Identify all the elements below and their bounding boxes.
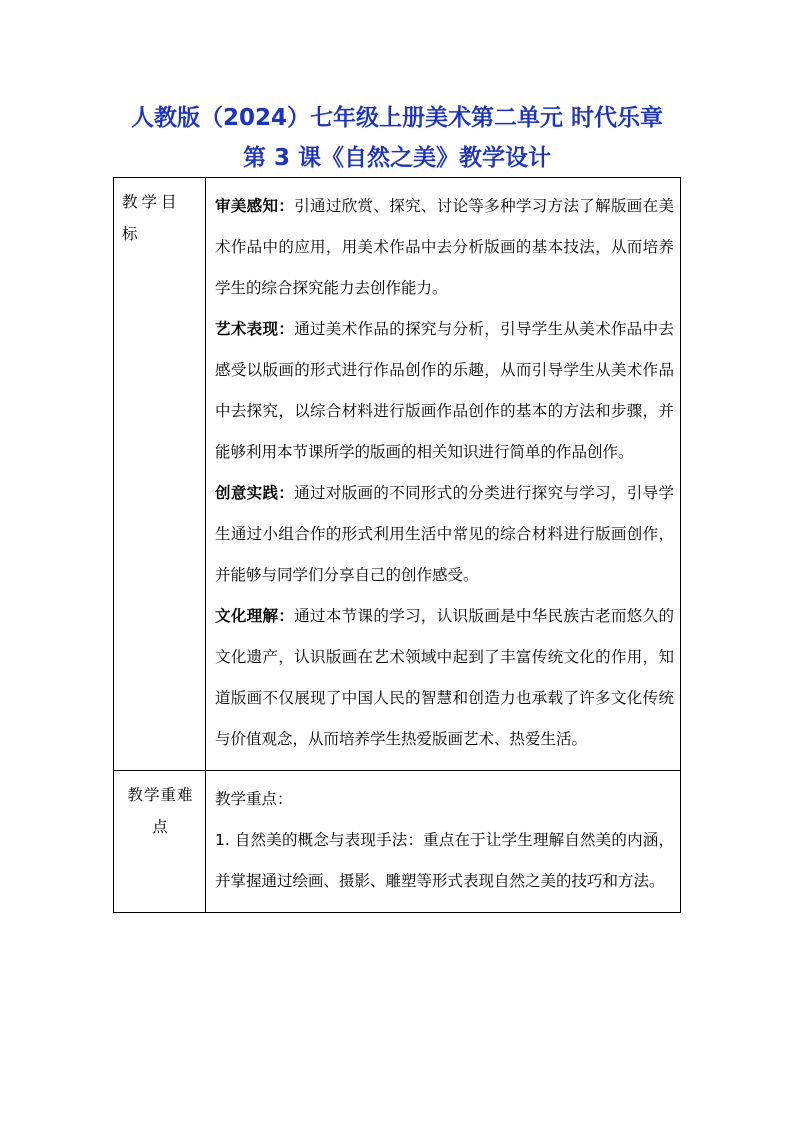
paragraph-text: 教学重点： [215,790,293,808]
objective-paragraph-cultural [215,596,674,760]
objective-paragraph-aesthetic [215,186,674,309]
paragraph-text: 通过本节课的学习，认识版画是中华民族古老而悠久的文化遗产，认识版画在艺术领域中起到了丰富传统文化的作用，知道版画不仅展现了中国人民的智慧和创造力也承载了许多文化传统与价值观念，从而培养学生热爱版画艺术、热爱生活。 [215,607,674,748]
key-point-item [215,820,674,902]
paragraph-text: 通过美术作品的探究与分析，引导学生从美术作品中去感受以版画的形式进行作品创作的乐趣，从而引导学生从美术作品中去探究，以综合材料进行版画作品创作的基本的方法和步骤，并能够利用本节课所学的版画的相关知识进行简单的作品创作。 [215,320,674,461]
paragraph-text: 通过对版画的不同形式的分类进行探究与学习，引导学生通过小组合作的形式利用生活中常见的综合材料进行版画创作，并能够与同学们分享自己的创作感受。 [215,484,674,584]
document-title-line-2: 第 3 课《自然之美》教学设计 [242,145,552,171]
row-content-cell [206,178,681,771]
document-title-line-1: 人教版（2024）七年级上册美术第二单元 时代乐章 [130,105,664,131]
row-label: 教学重难点 [127,786,194,836]
row-label-cell [114,178,206,771]
paragraph-text: 1. 自然美的概念与表现手法：重点在于让学生理解自然美的内涵，并掌握通过绘画、摄影、雕塑等形式表现自然之美的技巧和方法。 [215,831,674,890]
row-label-cell [114,771,206,913]
paragraph-heading: 艺术表现： [215,320,295,338]
table-row-teaching-objectives [114,178,681,771]
row-label: 教学目标 [122,193,181,243]
paragraph-text: 引通过欣赏、探究、讨论等多种学习方法了解版画在美术作品中的应用，用美术作品中去分析版画的基本技法，从而培养学生的综合探究能力去创作能力。 [215,197,674,297]
paragraph-heading: 文化理解： [215,607,295,625]
paragraph-heading: 创意实践： [215,484,295,502]
key-points-heading [215,779,674,820]
row-content-cell [206,771,681,913]
lesson-plan-table [113,177,681,913]
table-row-key-difficult-points [114,771,681,913]
objective-paragraph-creative [215,473,674,596]
objective-paragraph-artistic [215,309,674,473]
paragraph-heading: 审美感知： [215,197,295,215]
